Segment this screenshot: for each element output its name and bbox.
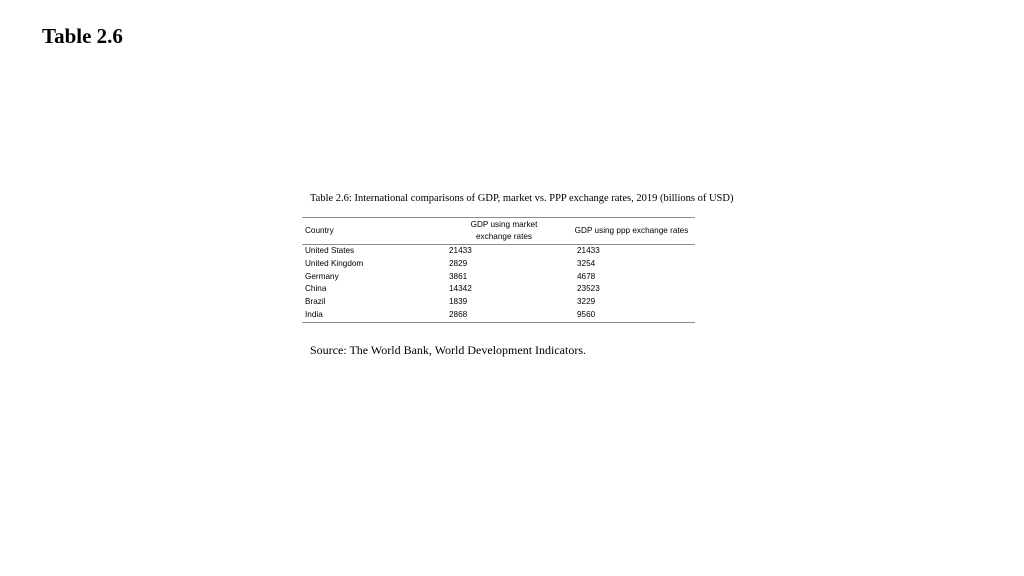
source-note: Source: The World Bank, World Development Indicators. [310, 343, 587, 357]
table-row [302, 245, 695, 258]
cell-country: India [305, 309, 323, 319]
cell-country: United Kingdom [305, 258, 364, 268]
cell-gdp-ppp: 21433 [577, 246, 600, 255]
header-gdp-market-line2: exchange rates [476, 231, 532, 241]
cell-gdp-ppp: 3229 [577, 297, 596, 307]
cell-country: Brazil [305, 297, 326, 307]
table-row [302, 271, 695, 284]
cell-gdp-market: 2829 [449, 258, 468, 268]
cell-gdp-ppp: 23523 [577, 284, 600, 294]
cell-gdp-ppp: 3254 [577, 258, 596, 268]
cell-country: Germany [305, 271, 339, 281]
cell-gdp-market: 14342 [449, 284, 472, 294]
table-row [302, 283, 695, 296]
header-gdp-market-line1: GDP using market [470, 220, 538, 229]
header-gdp-market [440, 218, 568, 245]
cell-gdp-market: 1839 [449, 297, 468, 307]
slide-title: Table 2.6 [42, 24, 123, 48]
cell-country: United States [305, 246, 355, 255]
table-header-row [302, 218, 695, 245]
table-row [302, 258, 695, 271]
cell-gdp-market: 3861 [449, 271, 468, 281]
table-caption: Table 2.6: International comparisons of GDP, market vs. PPP exchange rates, 2019 (billions of USD) [310, 193, 734, 204]
cell-gdp-ppp: 9560 [577, 309, 596, 319]
cell-country: China [305, 284, 327, 294]
header-gdp-ppp: GDP using ppp exchange rates [568, 218, 695, 245]
cell-gdp-ppp: 4678 [577, 271, 596, 281]
gdp-comparison-table [302, 217, 695, 323]
cell-gdp-market: 2868 [449, 309, 468, 319]
table-row [302, 296, 695, 309]
cell-gdp-market: 21433 [449, 246, 472, 255]
table-row [302, 309, 695, 322]
header-country: Country [302, 218, 440, 245]
